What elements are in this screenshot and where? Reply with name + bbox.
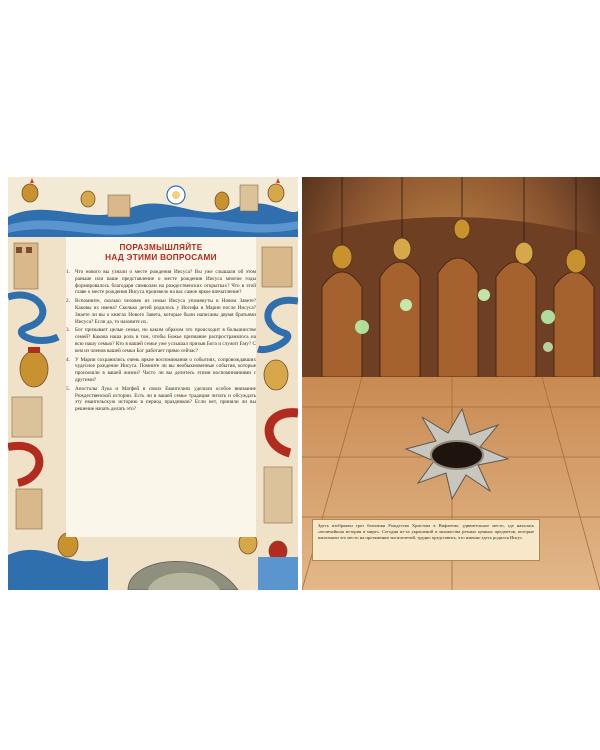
page-heading bbox=[66, 243, 256, 263]
questions-list bbox=[66, 269, 256, 413]
sun-icon bbox=[167, 186, 185, 204]
right-page bbox=[302, 177, 600, 590]
heading-line: ПОРАЗМЫШЛЯЙТЕ НАД ЭТИМИ ВОПРОСАМИ bbox=[105, 243, 217, 262]
list-item bbox=[66, 298, 256, 325]
lamp-icon-right bbox=[264, 360, 288, 390]
question-number: 5. bbox=[66, 385, 70, 392]
question-text: Апостолы Лука и Матфей в своих Евангелиях уделили особое внимание Рождественской истории. Есть ли в вашей семье традиция читать и обсуждать эту евангельскую историю в период праздников? Если нет, приняли ли вы решение начать делать это? bbox=[75, 385, 256, 413]
list-item bbox=[66, 327, 256, 354]
question-text: Бог призывает целые семьи, но каким образом это происходит в большинстве семей? Какова наша роль в том, чтобы Божье призвание распространялось на всю нашу семью? Кто в вашей семье уже услышал призыв Бога и служит Ему? С кем из членов вашей семьи Бог работает прямо сейчас? bbox=[75, 327, 256, 354]
question-number: 4. bbox=[66, 356, 70, 363]
question-text: У Марии сохранились очень яркие воспоминания о событиях, сопровождавших чудесное рождение Иисуса. Помните ли вы необыкновенные события, которые произошли в вашей жизни? Часто ли вы делитесь этими воспоминаниями с другими? bbox=[75, 356, 256, 383]
questions-panel bbox=[66, 237, 256, 537]
list-item bbox=[66, 357, 256, 384]
question-number: 3. bbox=[66, 327, 70, 334]
list-item bbox=[66, 386, 256, 413]
list-item bbox=[66, 269, 256, 296]
question-number: 1. bbox=[66, 269, 70, 275]
question-text: Вспомните, сколько человек из семьи Иисуса упомянуты в Новом Завете? Каковы их имена? Сколько детей родилось у Иосифа и Марии после Иисуса? Знаете ли вы о книгах Нового Завета, которые были написаны двумя братьями Иисуса? Если да, то назовите их. bbox=[75, 298, 256, 325]
question-number: 2. bbox=[66, 298, 70, 305]
caption-box bbox=[312, 519, 540, 561]
left-page bbox=[8, 177, 298, 590]
question-text: Что нового вы узнали о месте рождения Иисуса? Вы уже слышали об этом раньше или ваше представление о месте рождения Иисуса многие годы формировалось благодаря символам на рождественских открытках? Что в этой главе о месте рождения Иисуса произвело на вас самое яркое впечатление? bbox=[75, 269, 256, 296]
caption-text: Здесь изображен грот базилики Рождества Христова в Вифлееме, удивительное место, где началась «величайшая история в мире». Сегодня из-за украшений и множества резных ценных предметов, которые наполняли это место на протяжении тысячелетий, трудно представить, что именно здесь родился Иисус. bbox=[318, 523, 534, 540]
